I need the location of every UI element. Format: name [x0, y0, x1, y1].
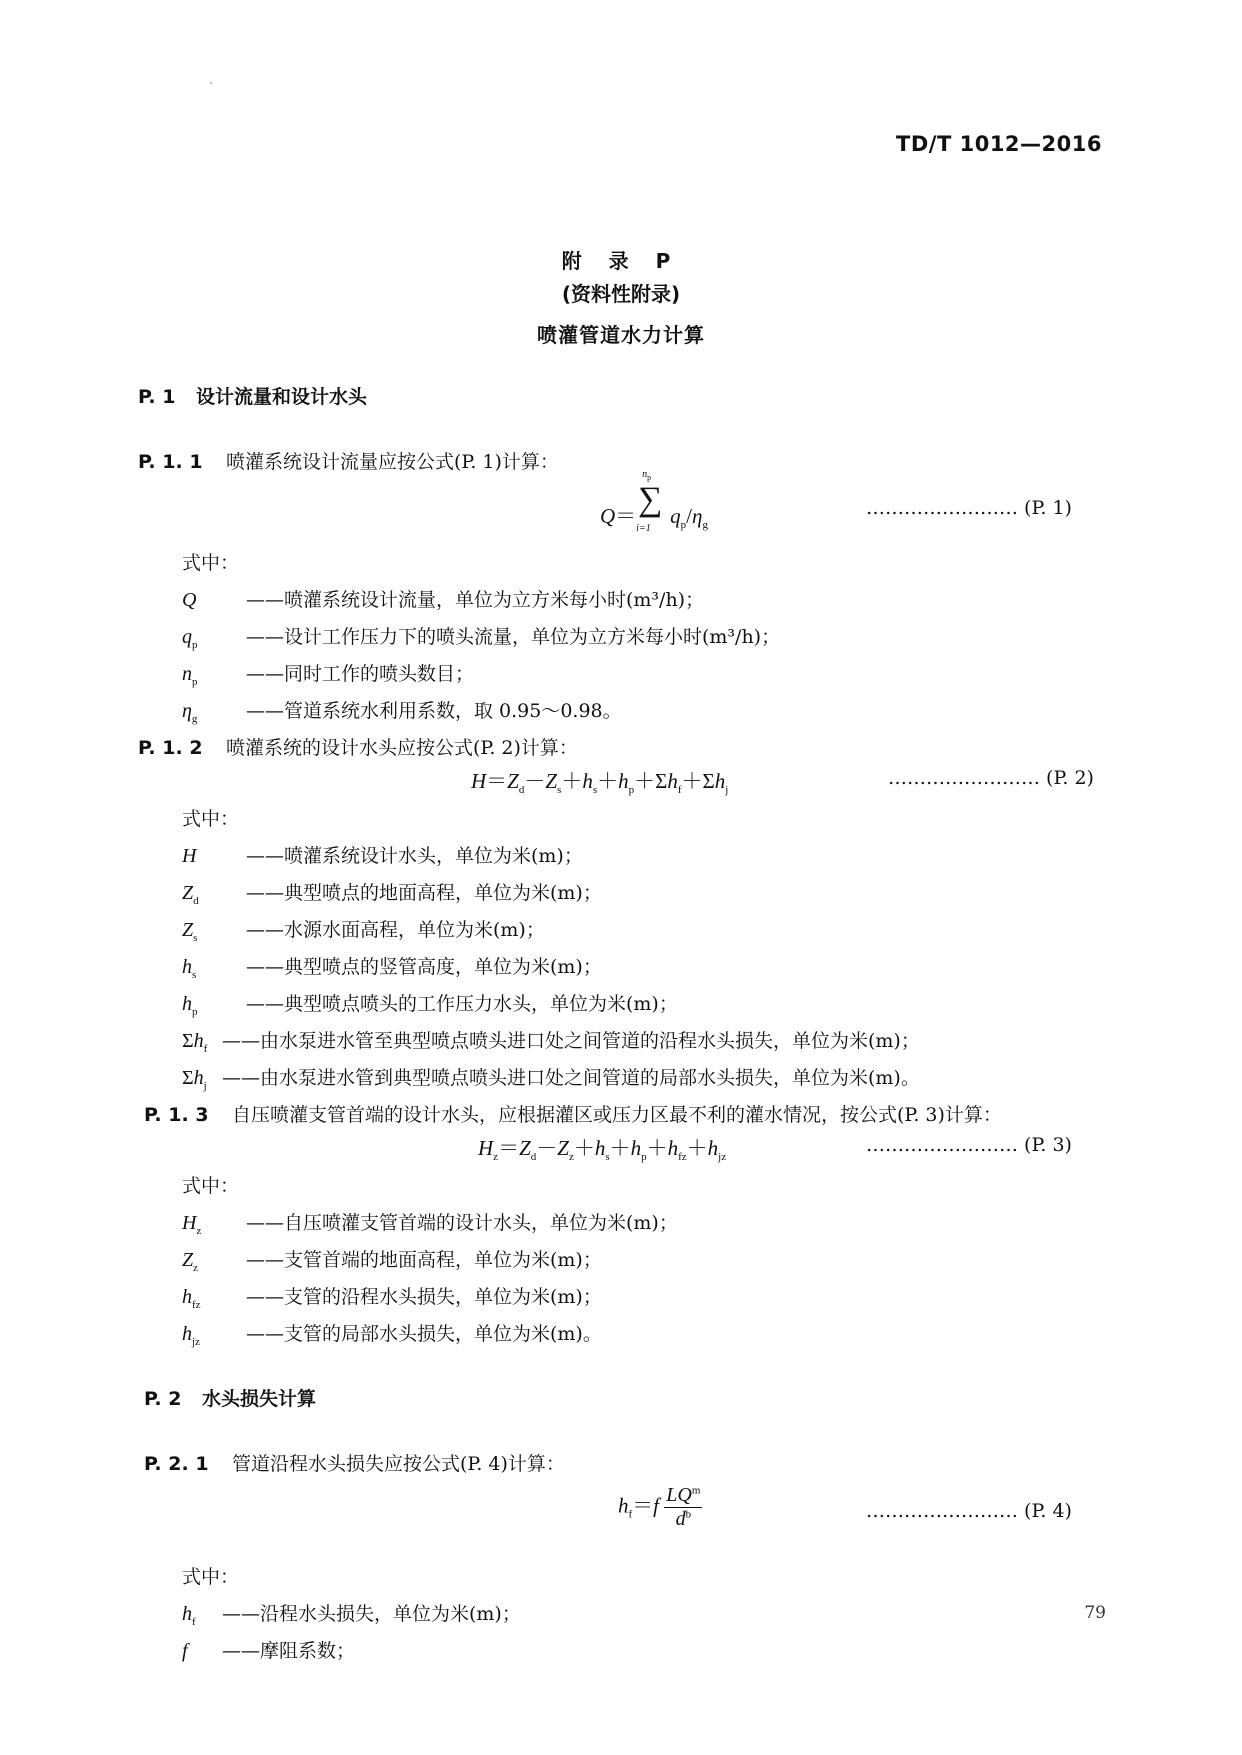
variable-hs: $h_s$ ——典型喷点的竖管高度，单位为米(m)；: [182, 956, 602, 981]
variable-np: $n_p$ ——同时工作的喷头数目；: [182, 663, 475, 688]
formula-p1: Q＝ $n_p$ ∑ i=1 $q_p/\eta_g$: [600, 469, 708, 534]
variable-sum-hj: $\Sigma h_j$ ——由水泵进水管到典型喷点喷头进口处之间管道的局部水头损失，单位为米(m)。: [182, 1067, 920, 1092]
clause-text: 自压喷灌支管首端的设计水头，应根据灌区或压力区最不利的灌水情况，按公式(P. 3)计算：: [232, 1104, 1002, 1126]
section-number: P. 2: [144, 1388, 182, 1410]
section-title: 水头损失计算: [202, 1388, 317, 1410]
clause-p2-1: [144, 1449, 565, 1476]
variable-zz: $Z_z$ ——支管首端的地面高程，单位为米(m)；: [182, 1249, 602, 1274]
variable-q: Q ——喷灌系统设计流量，单位为立方米每小时(m³/h)；: [182, 589, 705, 611]
clause-p1-3: [144, 1100, 1002, 1127]
variable-f: f ——摩阻系数；: [182, 1640, 356, 1662]
variable-hz: $H_z$ ——自压喷灌支管首端的设计水头，单位为米(m)；: [182, 1212, 678, 1237]
formula-p4: $h_f=f$ $\frac{LQ^m}{d^b}$: [618, 1484, 701, 1530]
clause-number: P. 1. 2: [138, 737, 203, 759]
variable-hf: $h_f$ ——沿程水头损失，单位为米(m)；: [182, 1603, 521, 1628]
variable-qp: $q_p$ ——设计工作压力下的喷头流量，单位为立方米每小时(m³/h)；: [182, 626, 781, 651]
where-label: 式中：: [182, 808, 240, 830]
where-label: 式中：: [182, 552, 240, 574]
variable-zs: $Z_s$ ——水源水面高程，单位为米(m)；: [182, 919, 545, 944]
clause-p1-2: [138, 733, 578, 760]
equation-number-p1: …………………… (P. 1): [866, 497, 1072, 519]
standard-code-header: TD/T 1012—2016: [896, 132, 1102, 156]
equation-number-p2: …………………… (P. 2): [888, 767, 1094, 789]
formula-p3: $H_z=Z_d-Z_z+h_s+h_p+h_{fz}+h_{jz}$: [478, 1136, 727, 1164]
variable-hp: $h_p$ ——典型喷点喷头的工作压力水头，单位为米(m)；: [182, 993, 678, 1018]
variable-sum-hf: $\Sigma h_f$ ——由水泵进水管至典型喷点喷头进口处之间管道的沿程水头损失，单位为米(m)；: [182, 1030, 920, 1055]
formula-p2: $H=Z_d-Z_s+h_s+h_p+\Sigma h_f+\Sigma h_j$: [471, 769, 729, 797]
variable-hjz: $h_{jz}$ ——支管的局部水头损失，单位为米(m)。: [182, 1323, 602, 1348]
where-label: 式中：: [182, 1566, 240, 1588]
page-number: 79: [1084, 1603, 1106, 1623]
clause-text: 喷灌系统设计流量应按公式(P. 1)计算：: [226, 451, 559, 473]
variable-hfz: $h_{fz}$ ——支管的沿程水头损失，单位为米(m)；: [182, 1286, 602, 1311]
appendix-title: 附 录 P: [561, 249, 681, 273]
where-label: 式中：: [182, 1175, 240, 1197]
equation-number-p4: …………………… (P. 4): [866, 1500, 1072, 1522]
clause-text: 喷灌系统的设计水头应按公式(P. 2)计算：: [226, 737, 578, 759]
appendix-subject: 喷灌管道水力计算: [537, 323, 705, 347]
appendix-type: (资料性附录): [561, 282, 681, 306]
clause-number: P. 1. 1: [138, 451, 203, 473]
variable-h: H ——喷灌系统设计水头，单位为米(m)；: [182, 845, 583, 867]
section-number: P. 1: [138, 386, 176, 408]
section-heading-p2: [144, 1384, 316, 1411]
equation-number-p3: …………………… (P. 3): [866, 1134, 1072, 1156]
section-title: 设计流量和设计水头: [196, 386, 368, 408]
clause-text: 管道沿程水头损失应按公式(P. 4)计算：: [232, 1453, 565, 1475]
variable-zd: $Z_d$ ——典型喷点的地面高程，单位为米(m)；: [182, 882, 602, 907]
variable-eta-g: $\eta_g$ ——管道系统水利用系数，取 0.95～0.98。: [182, 700, 622, 725]
scan-speck: [210, 82, 212, 84]
clause-number: P. 1. 3: [144, 1104, 209, 1126]
section-heading-p1: [138, 382, 367, 409]
clause-p1-1: [138, 447, 559, 474]
clause-number: P. 2. 1: [144, 1453, 209, 1475]
